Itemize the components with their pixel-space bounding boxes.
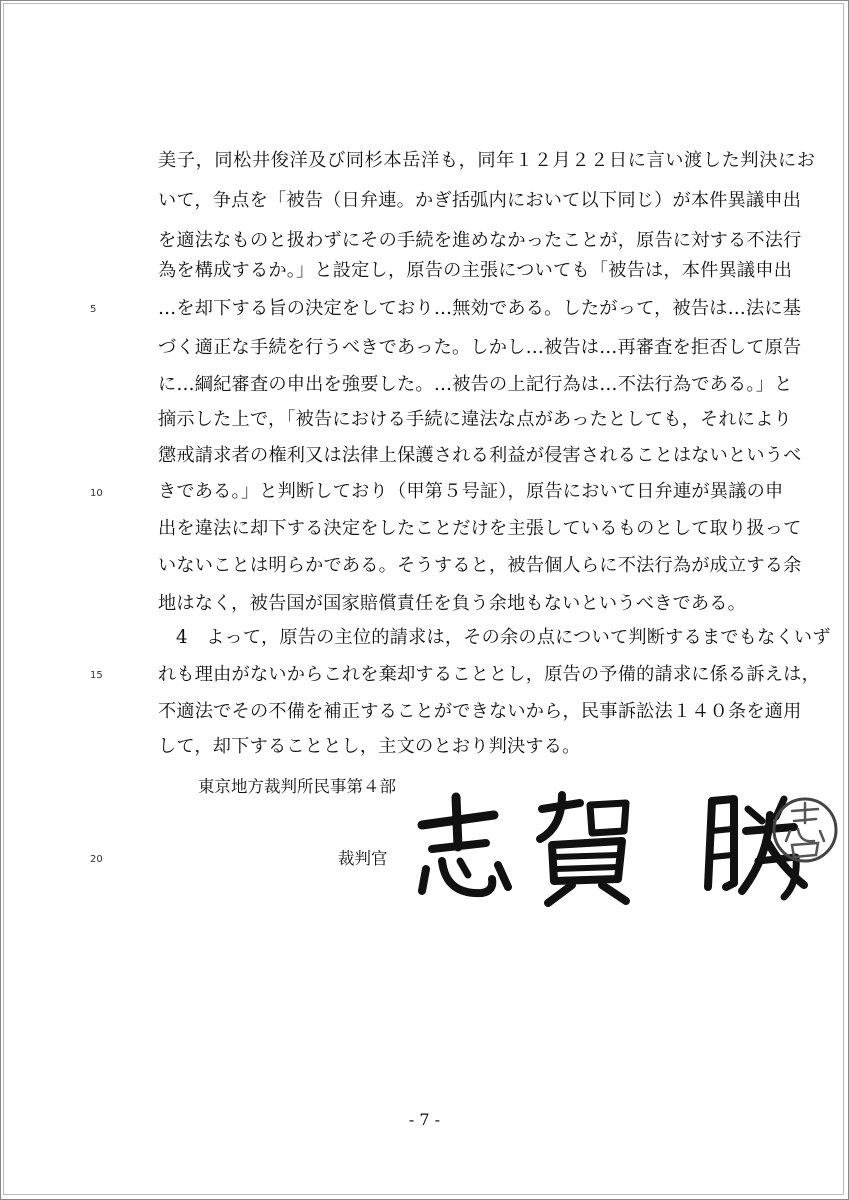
line-number: 15: [90, 670, 103, 681]
text-line: きである。」と判断しており（甲第５号証），原告において日弁連が異議の申: [158, 481, 784, 502]
line-number: 20: [90, 854, 103, 865]
text-line: 美子，同松井俊洋及び同杉本岳洋も，同年１２月２２日に言い渡した判決にお: [158, 150, 816, 171]
text-line: 為を構成するか。」と設定し，原告の主張についても「被告は，本件異議申出: [158, 260, 793, 281]
text-line: を適法なものと扱わずにその手続を進めなかったことが，原告に対する不法行: [158, 230, 802, 251]
text-line: 出を違法に却下する決定をしたことだけを主張しているものとして取り扱って: [158, 518, 802, 539]
text-line: 4 よって，原告の主位的請求は，その余の点について判断するまでもなくいず: [176, 627, 831, 648]
text-line: 地はなく，被告国が国家賠償責任を負う余地もないというべきである。: [158, 593, 747, 614]
text-line: …を却下する旨の決定をしており…無効である。したがって，被告は…法に基: [158, 298, 802, 319]
text-line: れも理由がないからこれを棄却することとし，原告の予備的請求に係る訴えは，: [158, 664, 820, 685]
text-line: いて，争点を「被告（日弁連。かぎ括弧内において以下同じ）が本件異議申出: [158, 190, 802, 211]
text-line: に…綱紀審査の申出を強要した。…被告の上記行為は…不法行為である。」と: [158, 374, 793, 395]
line-number: 5: [90, 304, 97, 315]
text-line: いないことは明らかである。そうすると，被告個人らに不法行為が成立する余: [158, 555, 802, 576]
judge-title: 裁判官: [338, 849, 388, 868]
text-line: 懲戒請求者の権利又は法律上保護される利益が侵害されることはないというべ: [158, 445, 802, 466]
page-number: - 7 -: [408, 1110, 441, 1129]
text-line: づく適正な手続を行うべきであった。しかし…被告は…再審査を拒否して原告: [158, 337, 802, 358]
text-line: して，却下することとし，主文のとおり判決する。: [158, 736, 581, 757]
text-line: 摘示した上で，「被告における手続に違法な点があったとしても，それにより: [158, 409, 792, 430]
seal-stamp: [770, 795, 840, 865]
court-name: 東京地方裁判所民事第４部: [198, 777, 396, 796]
line-number: 10: [90, 488, 103, 499]
text-line: 不適法でその不備を補正することができないから，民事訴訟法１４０条を適用: [158, 701, 802, 722]
